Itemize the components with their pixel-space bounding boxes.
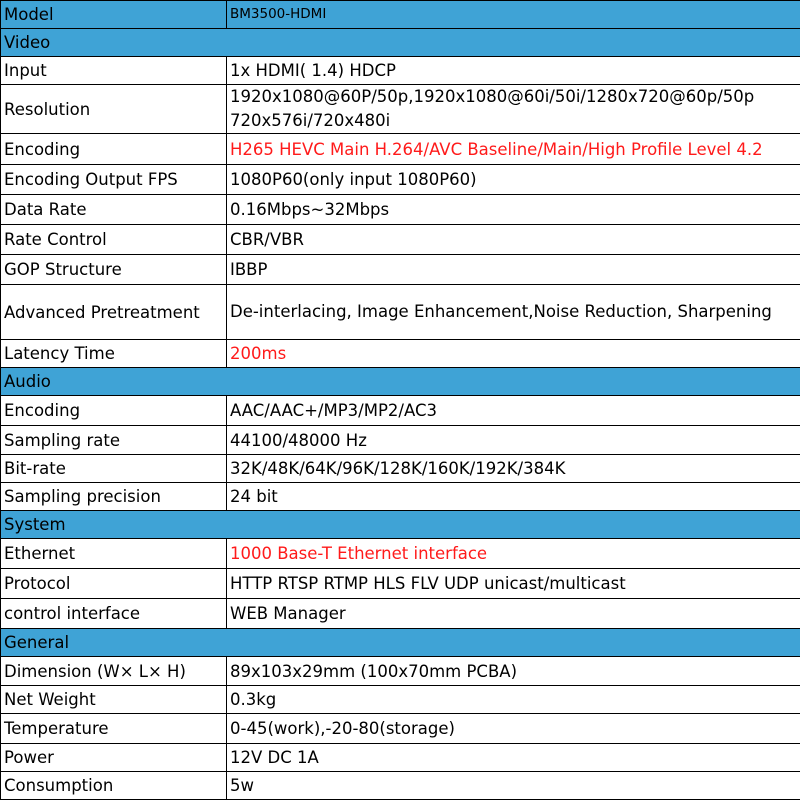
section-title: General (1, 629, 800, 657)
spec-row (1, 85, 800, 134)
section-general-header (1, 629, 800, 657)
spec-row (1, 426, 800, 455)
spec-value: 5w (227, 772, 800, 800)
spec-value: 200ms (227, 340, 800, 368)
spec-row (1, 396, 800, 426)
model-label: Model (1, 1, 227, 29)
section-title: Audio (1, 368, 800, 396)
spec-value: WEB Manager (227, 599, 800, 629)
spec-label: Advanced Pretreatment (1, 285, 227, 340)
spec-value: 1080P60(only input 1080P60) (227, 165, 800, 195)
spec-value: 0.3kg (227, 686, 800, 714)
spec-label: GOP Structure (1, 255, 227, 285)
spec-label: Sampling precision (1, 483, 227, 511)
section-system-header (1, 511, 800, 539)
spec-label: Encoding (1, 396, 227, 426)
spec-value: 1920x1080@60P/50p,1920x1080@60i/50i/1280x720@60p/50p 720x576i/720x480i (227, 85, 800, 134)
spec-label: Net Weight (1, 686, 227, 714)
spec-row (1, 772, 800, 800)
spec-row (1, 744, 800, 772)
model-value: BM3500-HDMI (227, 1, 800, 29)
spec-label: Rate Control (1, 225, 227, 255)
spec-row (1, 455, 800, 483)
spec-label: Protocol (1, 569, 227, 599)
spec-value: De-interlacing, Image Enhancement,Noise Reduction, Sharpening (227, 285, 800, 340)
section-title: System (1, 511, 800, 539)
spec-row (1, 195, 800, 225)
spec-value: 0-45(work),-20-80(storage) (227, 714, 800, 744)
spec-label: Latency Time (1, 340, 227, 368)
spec-label: Temperature (1, 714, 227, 744)
spec-value: 44100/48000 Hz (227, 426, 800, 455)
spec-label: Dimension (W× L× H) (1, 657, 227, 686)
spec-value: 1x HDMI( 1.4) HDCP (227, 57, 800, 85)
spec-label: Consumption (1, 772, 227, 800)
spec-row (1, 340, 800, 368)
spec-label: Ethernet (1, 539, 227, 569)
spec-value: 1000 Base-T Ethernet interface (227, 539, 800, 569)
spec-row (1, 569, 800, 599)
section-title: Video (1, 29, 800, 57)
spec-value: 32K/48K/64K/96K/128K/160K/192K/384K (227, 455, 800, 483)
spec-label: Sampling rate (1, 426, 227, 455)
spec-value: IBBP (227, 255, 800, 285)
spec-value: AAC/AAC+/MP3/MP2/AC3 (227, 396, 800, 426)
spec-row (1, 686, 800, 714)
spec-label: Encoding (1, 134, 227, 165)
spec-row (1, 134, 800, 165)
spec-label: Input (1, 57, 227, 85)
spec-row (1, 599, 800, 629)
spec-table-body (1, 1, 800, 800)
spec-value: 0.16Mbps~32Mbps (227, 195, 800, 225)
spec-row (1, 285, 800, 340)
spec-value: 12V DC 1A (227, 744, 800, 772)
spec-label: Encoding Output FPS (1, 165, 227, 195)
spec-value: CBR/VBR (227, 225, 800, 255)
spec-row (1, 57, 800, 85)
spec-label: Data Rate (1, 195, 227, 225)
spec-row (1, 657, 800, 686)
spec-row (1, 714, 800, 744)
spec-row (1, 255, 800, 285)
header-row (1, 1, 800, 29)
spec-value: HTTP RTSP RTMP HLS FLV UDP unicast/multicast (227, 569, 800, 599)
spec-value: 89x103x29mm (100x70mm PCBA) (227, 657, 800, 686)
spec-row (1, 165, 800, 195)
spec-label: Bit-rate (1, 455, 227, 483)
spec-label: Resolution (1, 85, 227, 134)
section-video-header (1, 29, 800, 57)
spec-label: control interface (1, 599, 227, 629)
spec-row (1, 483, 800, 511)
section-audio-header (1, 368, 800, 396)
spec-label: Power (1, 744, 227, 772)
spec-row (1, 539, 800, 569)
spec-value: 24 bit (227, 483, 800, 511)
spec-row (1, 225, 800, 255)
spec-value: H265 HEVC Main H.264/AVC Baseline/Main/High Profile Level 4.2 (227, 134, 800, 165)
